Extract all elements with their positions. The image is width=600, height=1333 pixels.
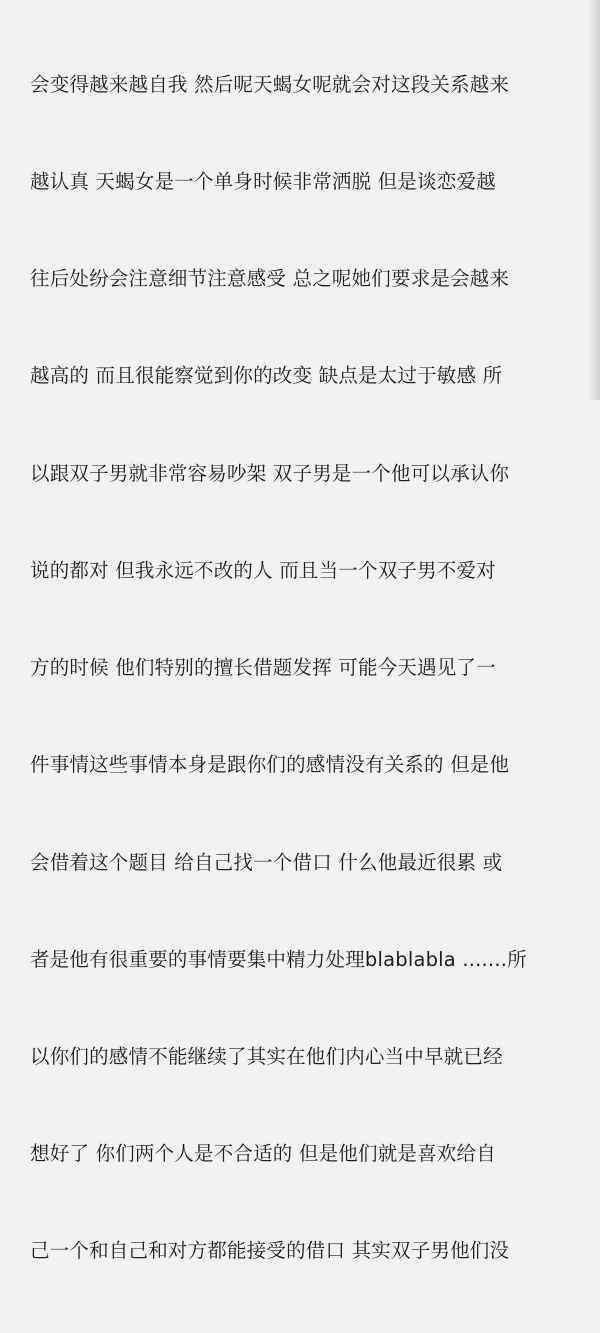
text-line: 者是他有很重要的事情要集中精力处理blablabla .......所	[30, 947, 527, 971]
text-line: 以跟双子男就非常容易吵架 双子男是一个他可以承认你	[30, 461, 510, 485]
text-line: 件事情这些事情本身是跟你们的感情没有关系的 但是他	[30, 753, 510, 777]
text-line: 方的时候 他们特别的擅长借题发挥 可能今天遇见了一	[30, 656, 496, 680]
text-line: 会变得越来越自我 然后呢天蝎女呢就会对这段关系越来	[30, 72, 510, 96]
page-right-edge-shadow	[590, 0, 600, 400]
text-line: 往后处纷会注意细节注意感受 总之呢她们要求是会越来	[30, 267, 510, 291]
document-text-block	[30, 4, 586, 1333]
text-line: 会借着这个题目 给自己找一个借口 什么他最近很累 或	[30, 850, 503, 874]
text-line: 以你们的感情不能继续了其实在他们内心当中早就已经	[30, 1045, 503, 1068]
text-line: 越高的 而且很能察觉到你的改变 缺点是太过于敏感 所	[30, 364, 503, 388]
text-line: 己一个和自己和对方都能接受的借口 其实双子男他们没	[30, 1239, 510, 1263]
text-line: 说的都对 但我永远不改的人 而且当一个双子男不爱对	[30, 558, 496, 582]
text-line: 越认真 天蝎女是一个单身时候非常洒脱 但是谈恋爱越	[30, 170, 496, 194]
text-line: 想好了 你们两个人是不合适的 但是他们就是喜欢给自	[30, 1142, 496, 1166]
